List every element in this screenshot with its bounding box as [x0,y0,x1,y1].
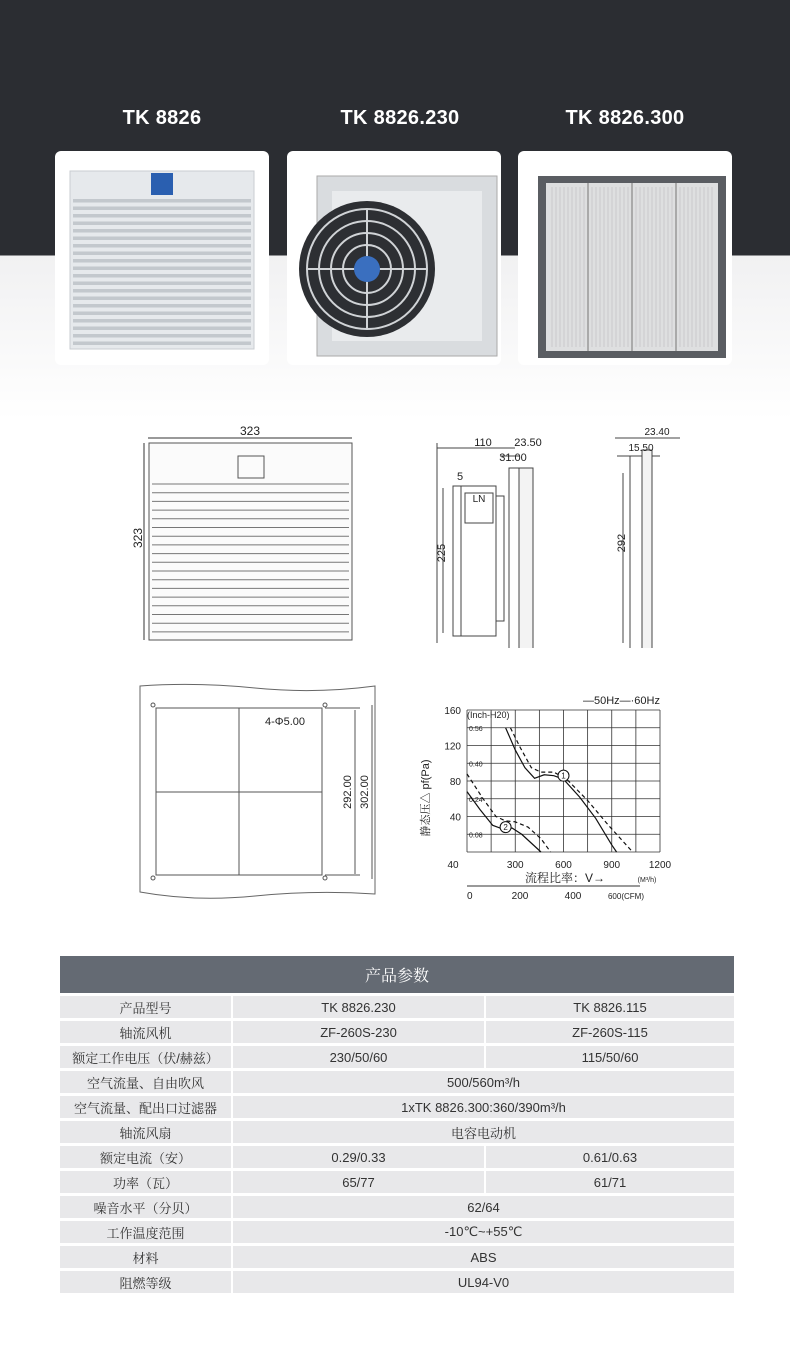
curve-marker-label: 2 [503,823,508,833]
cfm-tick-label: 0 [467,891,473,902]
cell-value: 115/50/60 [486,1046,734,1068]
product-parameters-table [60,953,734,1296]
x-axis-label: 流程比率：V→ [524,871,606,885]
table-row [60,1196,734,1218]
row-label: 工作温度范围 [60,1221,233,1243]
table-title: 产品参数 [60,956,734,993]
inner-dimension: 292.00 [342,775,354,809]
inch-tick-label: 0.24 [469,796,483,804]
series-line-1 [510,728,632,852]
cell-value: ABS [233,1246,734,1268]
front-dimension: 23.50 [514,437,542,449]
row-label: 功率（瓦） [60,1171,233,1193]
chart-legend: —50Hz—·60Hz [582,695,660,707]
cell-value: 电容电动机 [233,1121,734,1143]
row-label: 轴流风扇 [60,1121,233,1143]
cell-value: TK 8826.230 [233,996,486,1018]
y-axis-label: 静态压△ pf(Pa) [420,759,432,837]
panel-cutout-drawing [135,682,385,900]
product-title: TK 8826.230 [340,107,460,129]
depth-dimension: 110 [474,437,492,449]
series-line-3 [467,774,551,852]
product-title: TK 8826.300 [565,107,685,129]
inch-label: (Inch-H20) [467,710,510,720]
wall-dimension: 5 [456,471,464,483]
side-view-fan-drawing [425,418,555,648]
y-tick-label: 160 [444,706,461,717]
cell-value: UL94-V0 [233,1271,734,1293]
cfm-tick-label: 200 [511,891,529,902]
cell-value: 62/64 [233,1196,734,1218]
inch-tick-label: 0.08 [469,832,483,840]
outer-dimension: 302.00 [359,775,371,809]
table-row [60,1146,734,1168]
x-tick-label: 900 [603,860,621,871]
table-row [60,1046,734,1068]
cfm-tick-label: 400 [564,891,582,902]
row-label: 空气流量、配出口过滤器 [60,1096,233,1118]
front-view-drawing [130,418,360,648]
product-image-filter-fan [287,151,501,365]
side-view-filter-drawing [605,418,690,648]
cell-value: 500/560m³/h [233,1071,734,1093]
terminal-label: LN [472,494,486,505]
x-tick-label: 600 [555,860,572,871]
cell-value: 0.29/0.33 [233,1146,486,1168]
table-row [60,1246,734,1268]
row-label: 产品型号 [60,996,233,1018]
y-tick-label: 40 [449,812,461,824]
cell-value: ZF-260S-230 [233,1021,486,1043]
product-image-outlet-filter [518,151,732,365]
table-row [60,996,734,1018]
height-dimension: 292 [616,533,628,553]
table-row [60,1071,734,1093]
x-tick-label: 1200 [648,860,672,871]
inch-tick-label: 0.40 [469,761,483,769]
product-image-louvre-grille [55,151,269,365]
x-tick-label: 300 [506,860,524,871]
height-dimension: 225 [436,543,448,563]
depth-dimension: 23.40 [644,427,670,438]
table-row [60,1121,734,1143]
cell-value: -10℃~+55℃ [233,1221,734,1243]
table-row [60,1021,734,1043]
flange-dimension: 31.00 [499,452,527,464]
table-row [60,1171,734,1193]
height-dimension: 323 [131,527,145,549]
table-row [60,1271,734,1293]
row-label: 额定电流（安） [60,1146,233,1168]
cfm-tick-label: 600(CFM) [607,892,645,901]
cell-value: 1xTK 8826.300:360/390m³/h [233,1096,734,1118]
width-dimension: 323 [239,424,261,438]
row-label: 额定工作电压（伏/赫兹） [60,1046,233,1068]
row-label: 材料 [60,1246,233,1268]
table-row [60,1096,734,1118]
row-label: 轴流风机 [60,1021,233,1043]
x-tick-label: 40 [447,860,459,871]
table-row [60,1221,734,1243]
cell-value: 230/50/60 [233,1046,486,1068]
cell-value: 61/71 [486,1171,734,1193]
inch-tick-label: 0.56 [469,725,483,733]
series-line-0 [506,728,617,852]
row-label: 阻燃等级 [60,1271,233,1293]
cell-value: 0.61/0.63 [486,1146,734,1168]
cell-value: ZF-260S-115 [486,1021,734,1043]
y-tick-label: 80 [449,777,461,788]
row-label: 噪音水平（分贝） [60,1196,233,1218]
y-tick-label: 120 [444,741,461,753]
curve-marker-label: 1 [561,771,566,781]
holes-label: 4-Φ5.00 [265,716,305,728]
flange-dimension: 15.50 [628,443,654,454]
product-title: TK 8826 [122,107,202,129]
cell-value: TK 8826.115 [486,996,734,1018]
x-unit-label: (M³/h) [637,877,657,884]
cell-value: 65/77 [233,1171,486,1193]
fan-performance-chart [415,688,680,903]
row-label: 空气流量、自由吹风 [60,1071,233,1093]
